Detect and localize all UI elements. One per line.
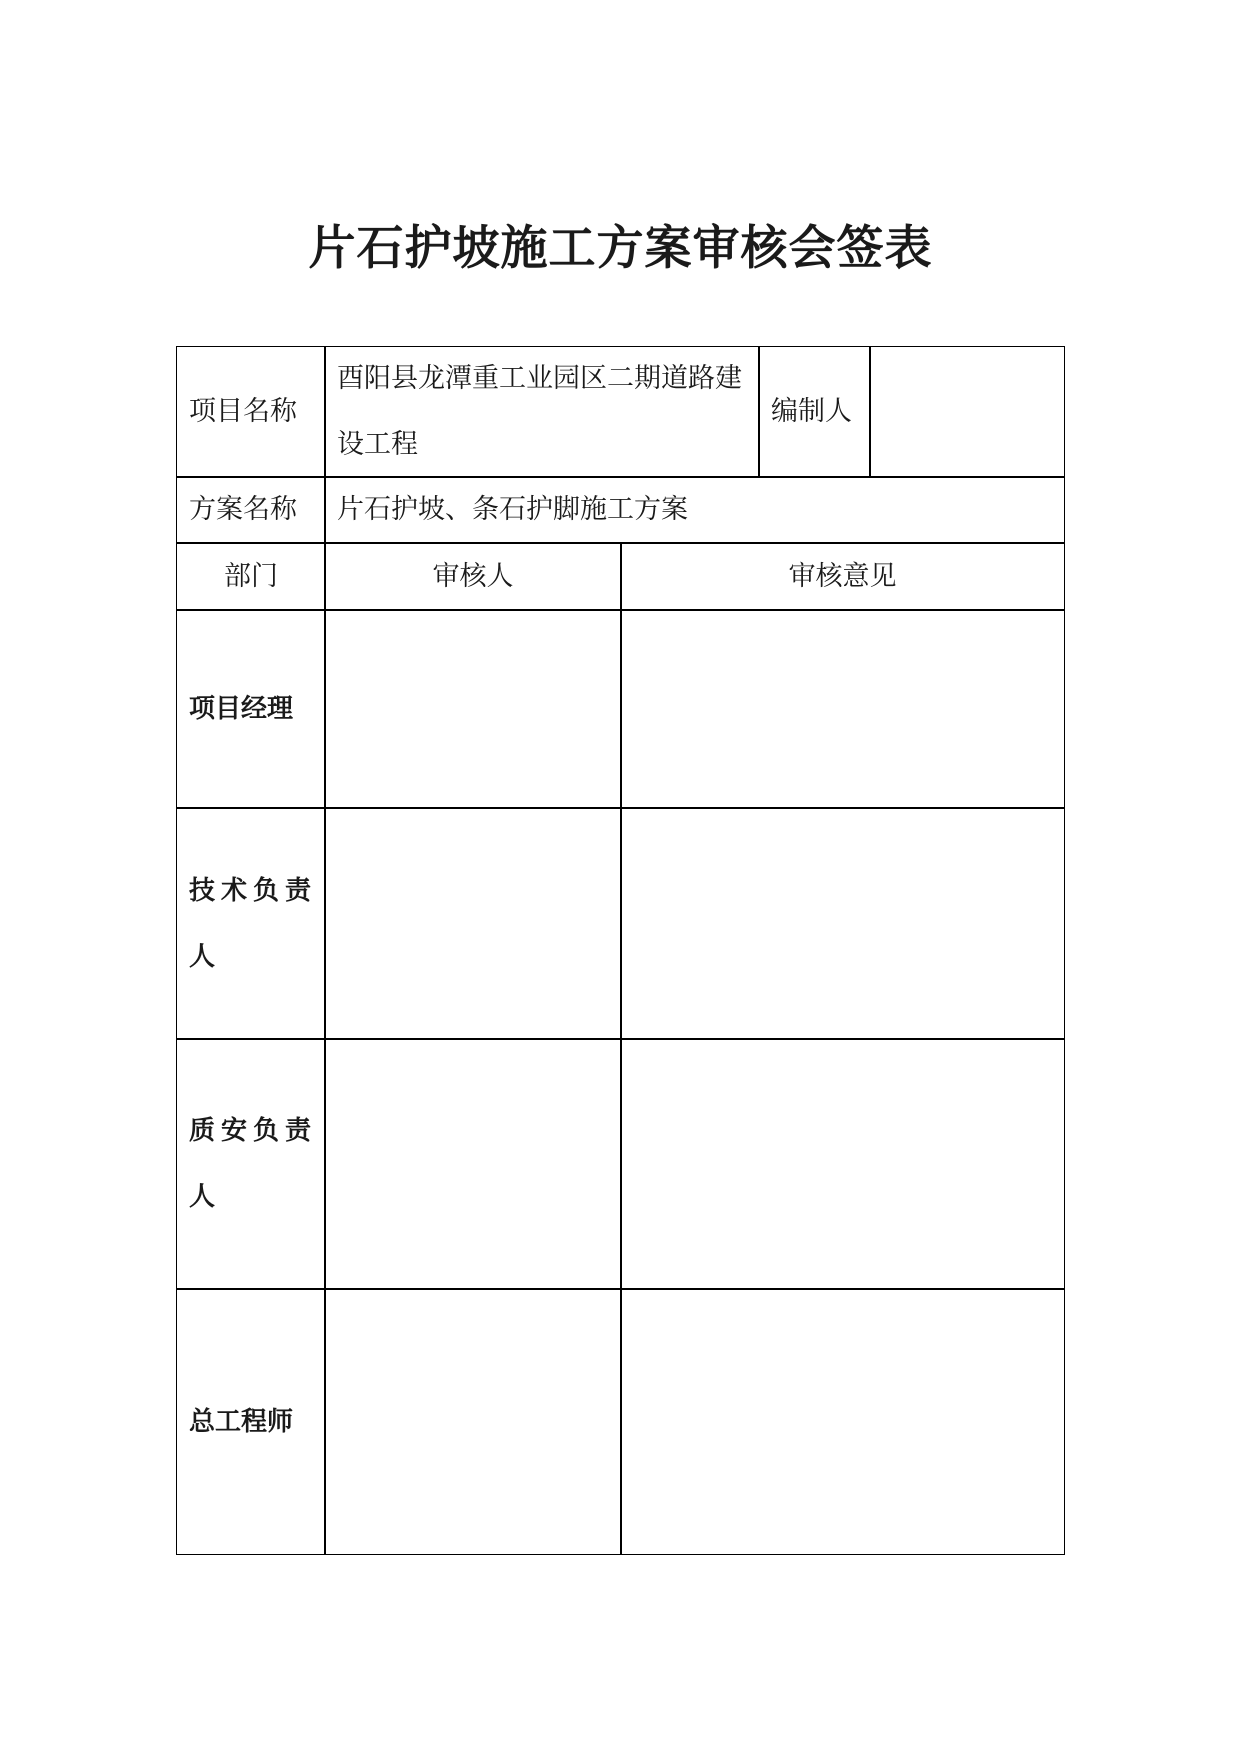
editor-field[interactable] (869, 346, 1065, 478)
dept-technical-lead (176, 807, 326, 1040)
dept-project-manager: 项目经理 (176, 609, 326, 809)
dept-technical-lead-text: 技术负责人 (189, 875, 318, 972)
plan-name-label: 方案名称 (176, 476, 326, 544)
page-title: 片石护坡施工方案审核会签表 (308, 221, 933, 276)
project-name-value (324, 346, 760, 478)
dept-chief-engineer: 总工程师 (176, 1288, 326, 1555)
header-dept: 部门 (176, 542, 326, 611)
opinion-cell[interactable] (620, 609, 1065, 809)
project-name-text: 酉阳县龙潭重工业园区二期道路建设工程 (337, 363, 742, 460)
reviewer-cell[interactable] (324, 807, 622, 1040)
opinion-cell[interactable] (620, 1038, 1065, 1290)
reviewer-cell[interactable] (324, 1288, 622, 1555)
dept-quality-safety-lead-text: 质安负责人 (189, 1116, 318, 1212)
dept-quality-safety-lead (176, 1038, 326, 1290)
opinion-cell[interactable] (620, 1288, 1065, 1555)
project-name-label: 项目名称 (176, 346, 326, 478)
editor-label: 编制人 (758, 346, 871, 478)
header-opinion: 审核意见 (620, 542, 1065, 611)
plan-name-value: 片石护坡、条石护脚施工方案 (324, 476, 1065, 544)
reviewer-cell[interactable] (324, 609, 622, 809)
reviewer-cell[interactable] (324, 1038, 622, 1290)
header-reviewer: 审核人 (324, 542, 622, 611)
opinion-cell[interactable] (620, 807, 1065, 1040)
